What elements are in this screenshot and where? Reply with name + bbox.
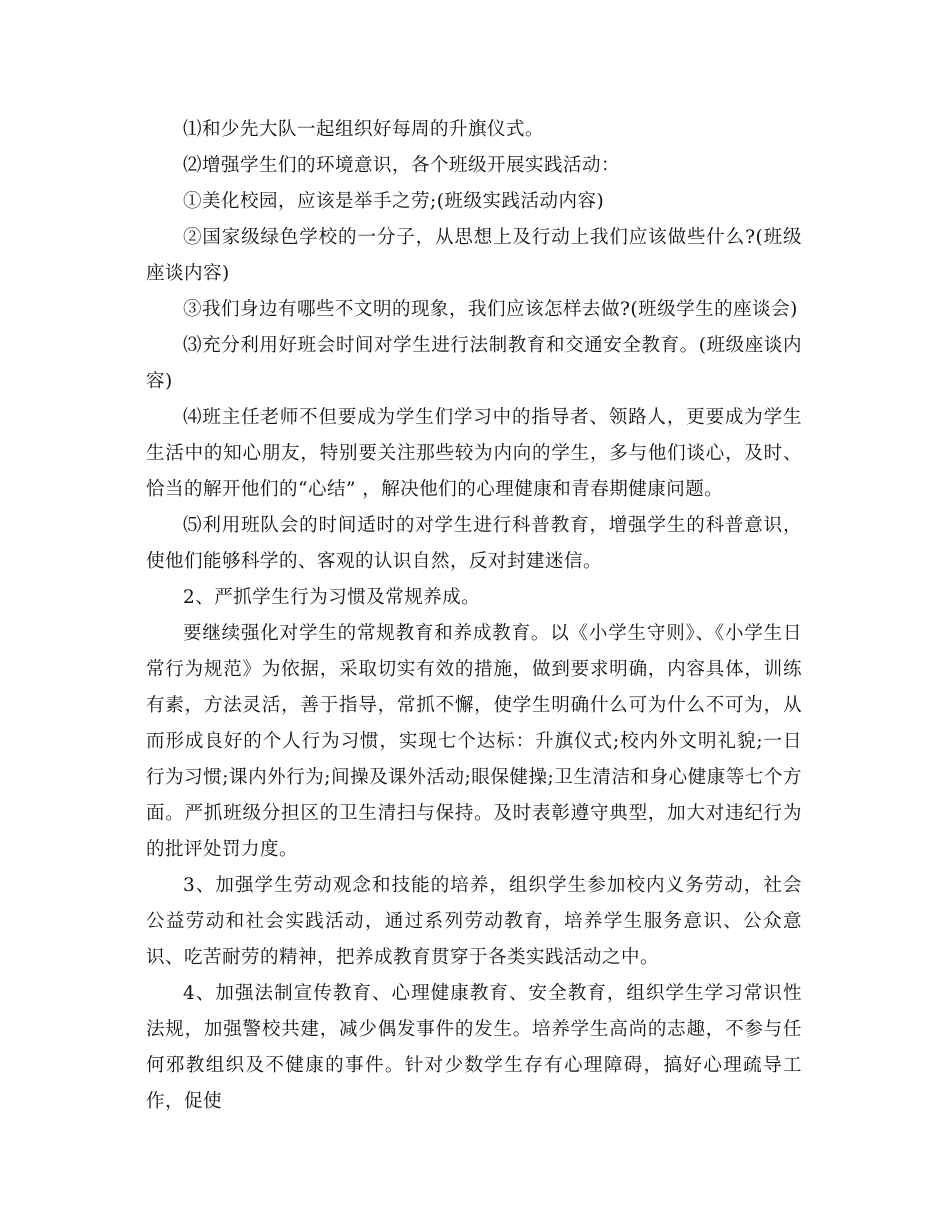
paragraph-legal-traffic-education: ⑶充分利用好班会时间对学生进行法制教育和交通安全教育。(班级座谈内容) (146, 335, 802, 392)
paragraph-legal-psychological-safety: 4、加强法制宣传教育、心理健康教育、安全教育，组织学生学习常识性法规，加强警校共建，减少偶发事件的发生。培养学生高尚的志趣，不参与任何邪教组织及不健康的事件。针对少数学生存有心理障碍，搞好心理疏导工作，促使 (146, 983, 802, 1112)
paragraph-head-teacher-role: ⑷班主任老师不但要成为学生们学习中的指导者、领路人，更要成为学生生活中的知心朋友，特别要关注那些较为内向的学生，多与他们谈心，及时、恰当的解开他们的“心结” ，解决他们的心理健康和青春期健康问题。 (146, 407, 802, 500)
section-heading-behavior-habits: 2、严抓学生行为习惯及常规养成。 (183, 587, 481, 608)
paragraph-beautify-campus: ①美化校园，应该是举手之劳;(班级实践活动内容) (183, 191, 605, 212)
paragraph-uncivilized-phenomena: ③我们身边有哪些不文明的现象，我们应该怎样去做?(班级学生的座谈会) (183, 299, 798, 320)
paragraph-green-school: ②国家级绿色学校的一分子，从思想上及行动上我们应该做些什么?(班级座谈内容) (146, 227, 802, 284)
paragraph-labor-education: 3、加强学生劳动观念和技能的培养，组织学生参加校内义务劳动，社会公益劳动和社会实践活动，通过系列劳动教育，培养学生服务意识、公众意识、吃苦耐劳的精神，把养成教育贯穿于各类实践活动之中。 (146, 875, 802, 968)
paragraph-environment-awareness: ⑵增强学生们的环境意识，各个班级开展实践活动： (183, 155, 621, 176)
paragraph-science-education: ⑸利用班队会的时间适时的对学生进行科普教育，增强学生的科普意识，使他们能够科学的、客观的认识自然，反对封建迷信。 (146, 515, 802, 572)
document-body (146, 112, 802, 1120)
paragraph-flag-ceremony: ⑴和少先大队一起组织好每周的升旗仪式。 (183, 119, 545, 140)
paragraph-routine-education: 要继续强化对学生的常规教育和养成教育。以《小学生守则》、《小学生日常行为规范》为依据，采取切实有效的措施，做到要求明确，内容具体，训练有素，方法灵活，善于指导，常抓不懈，使学生明确什么可为什么不可为，从而形成良好的个人行为习惯，实现七个达标：升旗仪式;校内外文明礼貌;一日行为习惯;课内外行为;间操及课外活动;眼保健操;卫生清洁和身心健康等七个方面。严抓班级分担区的卫生清扫与保持。及时表彰遵守典型，加大对违纪行为的批评处罚力度。 (146, 623, 802, 860)
